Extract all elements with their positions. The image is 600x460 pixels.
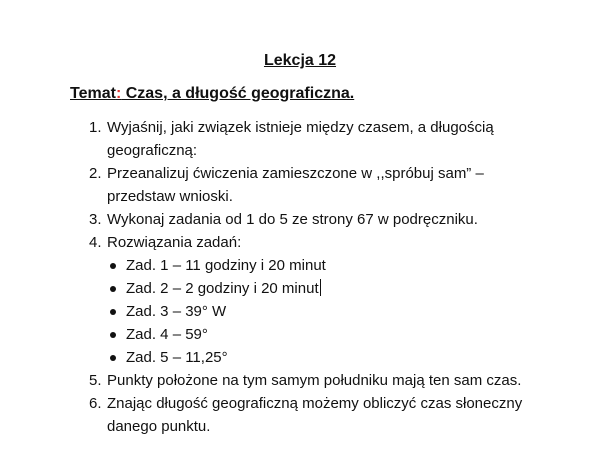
solutions-list <box>107 254 537 369</box>
solution-text: Zad. 2 – 2 godziny i 20 minut <box>126 280 319 297</box>
task-text: Przeanalizuj ćwiczenia zamieszczone w ,,spróbuj sam” – przedstaw wnioski. <box>107 165 484 205</box>
task-text: Rozwiązania zadań: <box>107 234 242 251</box>
task-text: Punkty położone na tym samym południku mają ten sam czas. <box>107 372 522 389</box>
task-number: 2. <box>89 165 102 182</box>
task-item-6 <box>0 392 537 438</box>
topic-colon: : <box>115 85 122 102</box>
task-text: Znając długość geograficzną możemy obliczyć czas słoneczny danego punktu. <box>107 395 523 435</box>
solution-text: Zad. 4 – 59° <box>126 326 208 343</box>
task-number: 4. <box>89 234 102 251</box>
solution-item-4 <box>107 323 537 346</box>
task-item-2 <box>0 162 537 208</box>
task-item-4 <box>0 231 537 369</box>
task-text: Wykonaj zadania od 1 do 5 ze strony 67 w podręczniku. <box>107 211 478 228</box>
task-number: 6. <box>89 395 102 412</box>
task-number: 5. <box>89 372 102 389</box>
topic-text: Czas, a długość geograficzna. <box>121 85 355 102</box>
task-number: 1. <box>89 119 102 136</box>
task-number: 3. <box>89 211 102 228</box>
solution-item-3 <box>107 300 537 323</box>
task-item-5 <box>0 369 537 392</box>
solution-item-5 <box>107 346 537 369</box>
lesson-title-text: Lekcja 12 <box>263 52 337 69</box>
solution-text: Zad. 3 – 39° W <box>126 303 227 320</box>
solution-item-1 <box>107 254 537 277</box>
solution-text: Zad. 5 – 11,25° <box>126 349 228 366</box>
topic-heading <box>70 83 354 105</box>
task-item-1 <box>0 116 537 162</box>
solution-text: Zad. 1 – 11 godziny i 20 minut <box>126 257 326 274</box>
task-text: Wyjaśnij, jaki związek istnieje między czasem, a długością geograficzną: <box>107 119 494 159</box>
task-list <box>0 116 537 438</box>
solution-item-2 <box>107 277 537 300</box>
topic-label: Temat <box>70 85 116 102</box>
text-cursor <box>320 279 321 296</box>
task-item-3 <box>0 208 537 231</box>
lesson-title <box>0 50 600 72</box>
